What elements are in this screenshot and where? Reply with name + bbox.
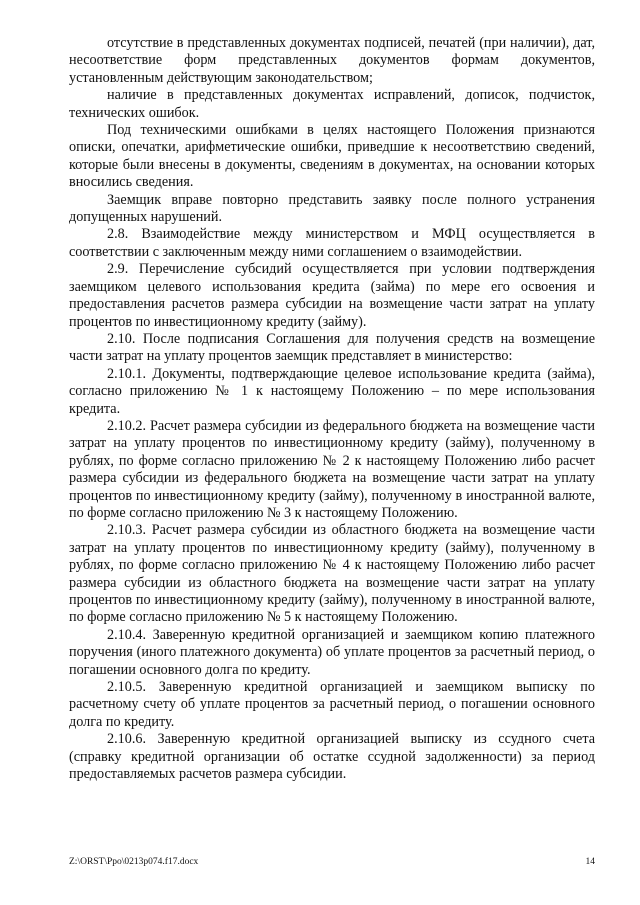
paragraph-2-10-2: 2.10.2. Расчет размера субсидии из федерального бюджета на возмещение части затрат на уплату процентов по инвестиционному кредиту (займу), полученному в рублях, по форме согласно приложению № 2 к настоящему Положению либо расчет размера субсидии из федерального бюджета на возмещение части затрат на уплату процентов по инвестиционному кредиту (займу), полученному в иностранной валюте, по форме согласно приложению № 3 к настоящему Положению.	[69, 417, 595, 521]
paragraph-corrections: наличие в представленных документах исправлений, дописок, подчисток, технических ошибок.	[69, 87, 595, 121]
paragraph-2-10-5: 2.10.5. Заверенную кредитной организацией и заемщиком выписку по расчетному счету об уплате процентов за расчетный период, о погашении основного долга по кредиту.	[69, 679, 595, 730]
page-number: 14	[585, 857, 595, 867]
page-footer	[69, 856, 595, 868]
paragraph-2-10-6: 2.10.6. Заверенную кредитной организацией выписку из ссудного счета (справку кредитной организации об остатке ссудной задолженности) за период предоставляемых расчетов размера субсидии.	[69, 731, 595, 783]
paragraph-2-10: 2.10. После подписания Соглашения для получения средств на возмещение части затрат на уплату процентов заемщик представляет в министерство:	[69, 330, 595, 365]
paragraph-technical-errors: Под техническими ошибками в целях настоящего Положения признаются описки, опечатки, арифметические ошибки, приведшие к несоответствию сведений, которые были внесены в документы, сведениям в документах, на основании которых вносились сведения.	[69, 122, 595, 191]
paragraph-2-10-3: 2.10.3. Расчет размера субсидии из областного бюджета на возмещение части затрат на уплату процентов по инвестиционному кредиту (займу), полученному в рублях, по форме согласно приложению № 4 к настоящему Положению либо расчет размера субсидии из областного бюджета на возмещение части затрат на уплату процентов по инвестиционному кредиту (займу), полученному в иностранной валюте, по форме согласно приложению № 5 к настоящему Положению.	[69, 522, 595, 626]
paragraph-2-8: 2.8. Взаимодействие между министерством и МФЦ осуществляется в соответствии с заключенным между ними соглашением о взаимодействии.	[69, 226, 595, 260]
document-body	[69, 35, 595, 783]
footer-file-path: Z:\ORST\Ppo\0213p074.f17.docx	[69, 857, 199, 867]
paragraph-resubmission: Заемщик вправе повторно представить заявку после полного устранения допущенных нарушений.	[69, 191, 595, 226]
paragraph-missing-signatures: отсутствие в представленных документах подписей, печатей (при наличии), дат, несоответствие форм представленных документов формам документов, установленным действующим законодательством;	[69, 35, 595, 86]
paragraph-2-10-1: 2.10.1. Документы, подтверждающие целевое использование кредита (займа), согласно приложению № 1 к настоящему Положению – по мере использования кредита.	[69, 365, 595, 417]
paragraph-2-10-4: 2.10.4. Заверенную кредитной организацией и заемщиком копию платежного поручения (иного платежного документа) об уплате процентов за расчетный период, о погашении основного долга по кредиту.	[69, 626, 595, 678]
paragraph-2-9: 2.9. Перечисление субсидий осуществляется при условии подтверждения заемщиком целевого использования кредита (займа) по мере его освоения и предоставления расчетов размера субсидии на возмещение части затрат на уплату процентов по инвестиционному кредиту (займу).	[69, 261, 595, 330]
